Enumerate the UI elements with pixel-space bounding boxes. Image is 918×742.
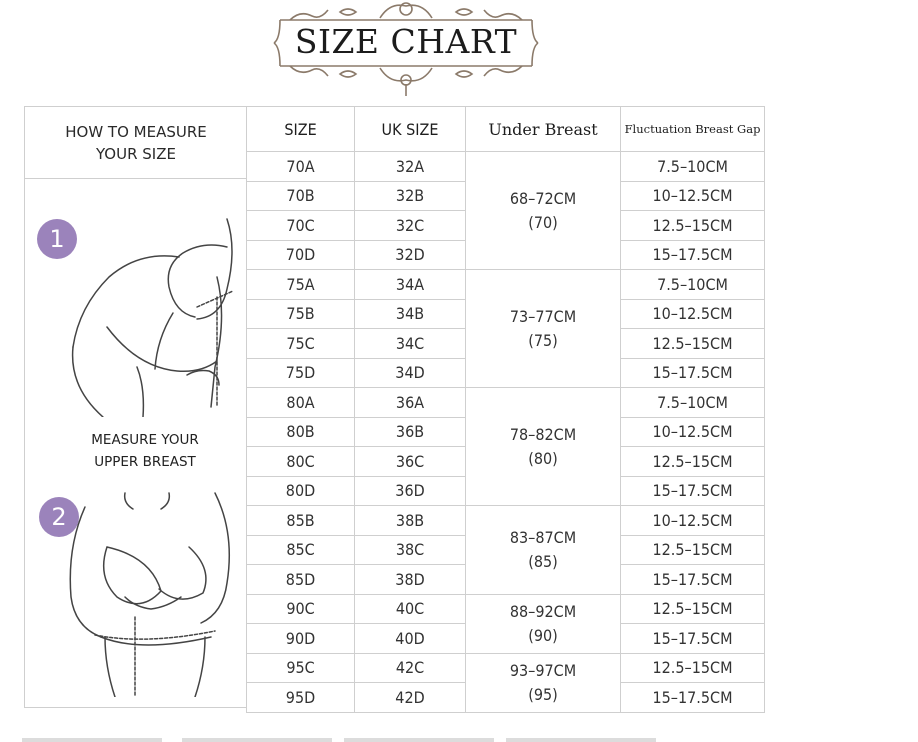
breast-gap-cell: 15–17.5CM: [621, 476, 765, 506]
breast-gap-cell: 10–12.5CM: [621, 299, 765, 329]
uk-size-cell: 32C: [355, 211, 466, 241]
under-breast-value: (85): [528, 551, 558, 571]
breast-gap-cell: 7.5–10CM: [621, 152, 765, 182]
breast-gap-cell: 15–17.5CM: [621, 624, 765, 654]
uk-size-cell: 38D: [355, 565, 466, 595]
under-breast-range: 83–87CM: [509, 527, 577, 547]
under-breast-range: 93–97CM: [509, 660, 577, 680]
size-cell: 80B: [247, 417, 355, 447]
uk-size-cell: 36B: [355, 417, 466, 447]
table-body: [247, 152, 765, 713]
size-cell: 75A: [247, 270, 355, 300]
header-row: [247, 107, 765, 152]
title-banner: [270, 0, 542, 98]
under-breast-range: 78–82CM: [509, 424, 577, 444]
under-breast-measure-figure-icon: [67, 217, 247, 417]
uk-size-cell: 42C: [355, 653, 466, 683]
uk-size-cell: 42D: [355, 683, 466, 713]
size-cell: 80A: [247, 388, 355, 418]
under-breast-cell: [466, 152, 621, 270]
under-breast-value: (95): [528, 684, 558, 704]
breast-gap-cell: 10–12.5CM: [621, 506, 765, 536]
how-to-measure-header: [25, 107, 247, 179]
header-size: SIZE: [247, 107, 355, 152]
table-row: [247, 152, 765, 182]
under-breast-range: 68–72CM: [509, 188, 577, 208]
header-fluctuation-breast-gap: Fluctuation Breast Gap: [621, 107, 765, 152]
bottom-divider: [182, 738, 332, 742]
header-uk-size: UK SIZE: [355, 107, 466, 152]
uk-size-cell: 38B: [355, 506, 466, 536]
uk-size-cell: 38C: [355, 535, 466, 565]
under-breast-value: (80): [528, 448, 558, 468]
breast-gap-cell: 12.5–15CM: [621, 653, 765, 683]
under-breast-cell: [466, 506, 621, 595]
breast-gap-cell: 15–17.5CM: [621, 565, 765, 595]
uk-size-cell: 36A: [355, 388, 466, 418]
breast-gap-cell: 12.5–15CM: [621, 447, 765, 477]
size-cell: 90C: [247, 594, 355, 624]
table-row: [247, 270, 765, 300]
uk-size-cell: 36D: [355, 476, 466, 506]
size-chart-table: [246, 106, 765, 713]
under-breast-range: 73–77CM: [509, 306, 577, 326]
breast-gap-cell: 12.5–15CM: [621, 211, 765, 241]
measure-upper-breast-label: MEASURE YOUR UPPER BREAST: [91, 432, 199, 470]
size-cell: 85B: [247, 506, 355, 536]
size-cell: 95C: [247, 653, 355, 683]
table-header: [247, 107, 765, 152]
breast-gap-cell: 12.5–15CM: [621, 594, 765, 624]
how-to-measure-heading: HOW TO MEASURE YOUR SIZE: [65, 122, 207, 163]
size-cell: 80D: [247, 476, 355, 506]
table-row: [247, 506, 765, 536]
under-breast-value: (70): [528, 212, 558, 232]
breast-gap-cell: 7.5–10CM: [621, 388, 765, 418]
table-row: [247, 388, 765, 418]
under-breast-value: (90): [528, 625, 558, 645]
uk-size-cell: 34D: [355, 358, 466, 388]
breast-gap-cell: 12.5–15CM: [621, 535, 765, 565]
size-cell: 75B: [247, 299, 355, 329]
uk-size-cell: 40C: [355, 594, 466, 624]
bottom-divider: [22, 738, 162, 742]
under-breast-cell: [466, 594, 621, 653]
size-cell: 70D: [247, 240, 355, 270]
under-breast-range: 88–92CM: [509, 601, 577, 621]
uk-size-cell: 32B: [355, 181, 466, 211]
breast-gap-cell: 7.5–10CM: [621, 270, 765, 300]
size-cell: 70B: [247, 181, 355, 211]
size-cell: 80C: [247, 447, 355, 477]
uk-size-cell: 36C: [355, 447, 466, 477]
table-row: [247, 594, 765, 624]
size-cell: 70C: [247, 211, 355, 241]
breast-gap-cell: 12.5–15CM: [621, 329, 765, 359]
uk-size-cell: 34A: [355, 270, 466, 300]
under-breast-cell: [466, 270, 621, 388]
bottom-divider: [506, 738, 656, 742]
page-title: SIZE CHART: [294, 22, 518, 61]
uk-size-cell: 40D: [355, 624, 466, 654]
upper-breast-measure-figure-icon: [65, 487, 245, 697]
how-to-measure-panel: [24, 106, 246, 708]
table-row: [247, 653, 765, 683]
uk-size-cell: 32D: [355, 240, 466, 270]
uk-size-cell: 32A: [355, 152, 466, 182]
bottom-divider: [344, 738, 494, 742]
under-breast-cell: [466, 653, 621, 712]
step-2-badge: 2: [39, 497, 79, 537]
size-cell: 75D: [247, 358, 355, 388]
uk-size-cell: 34C: [355, 329, 466, 359]
under-breast-value: (75): [528, 330, 558, 350]
under-breast-cell: [466, 388, 621, 506]
size-cell: 90D: [247, 624, 355, 654]
uk-size-cell: 34B: [355, 299, 466, 329]
size-cell: 75C: [247, 329, 355, 359]
size-cell: 70A: [247, 152, 355, 182]
breast-gap-cell: 10–12.5CM: [621, 417, 765, 447]
breast-gap-cell: 15–17.5CM: [621, 683, 765, 713]
size-cell: 85C: [247, 535, 355, 565]
header-under-breast: Under Breast: [466, 107, 621, 152]
step-1-badge: 1: [37, 219, 77, 259]
breast-gap-cell: 15–17.5CM: [621, 240, 765, 270]
size-cell: 95D: [247, 683, 355, 713]
size-cell: 85D: [247, 565, 355, 595]
breast-gap-cell: 15–17.5CM: [621, 358, 765, 388]
breast-gap-cell: 10–12.5CM: [621, 181, 765, 211]
